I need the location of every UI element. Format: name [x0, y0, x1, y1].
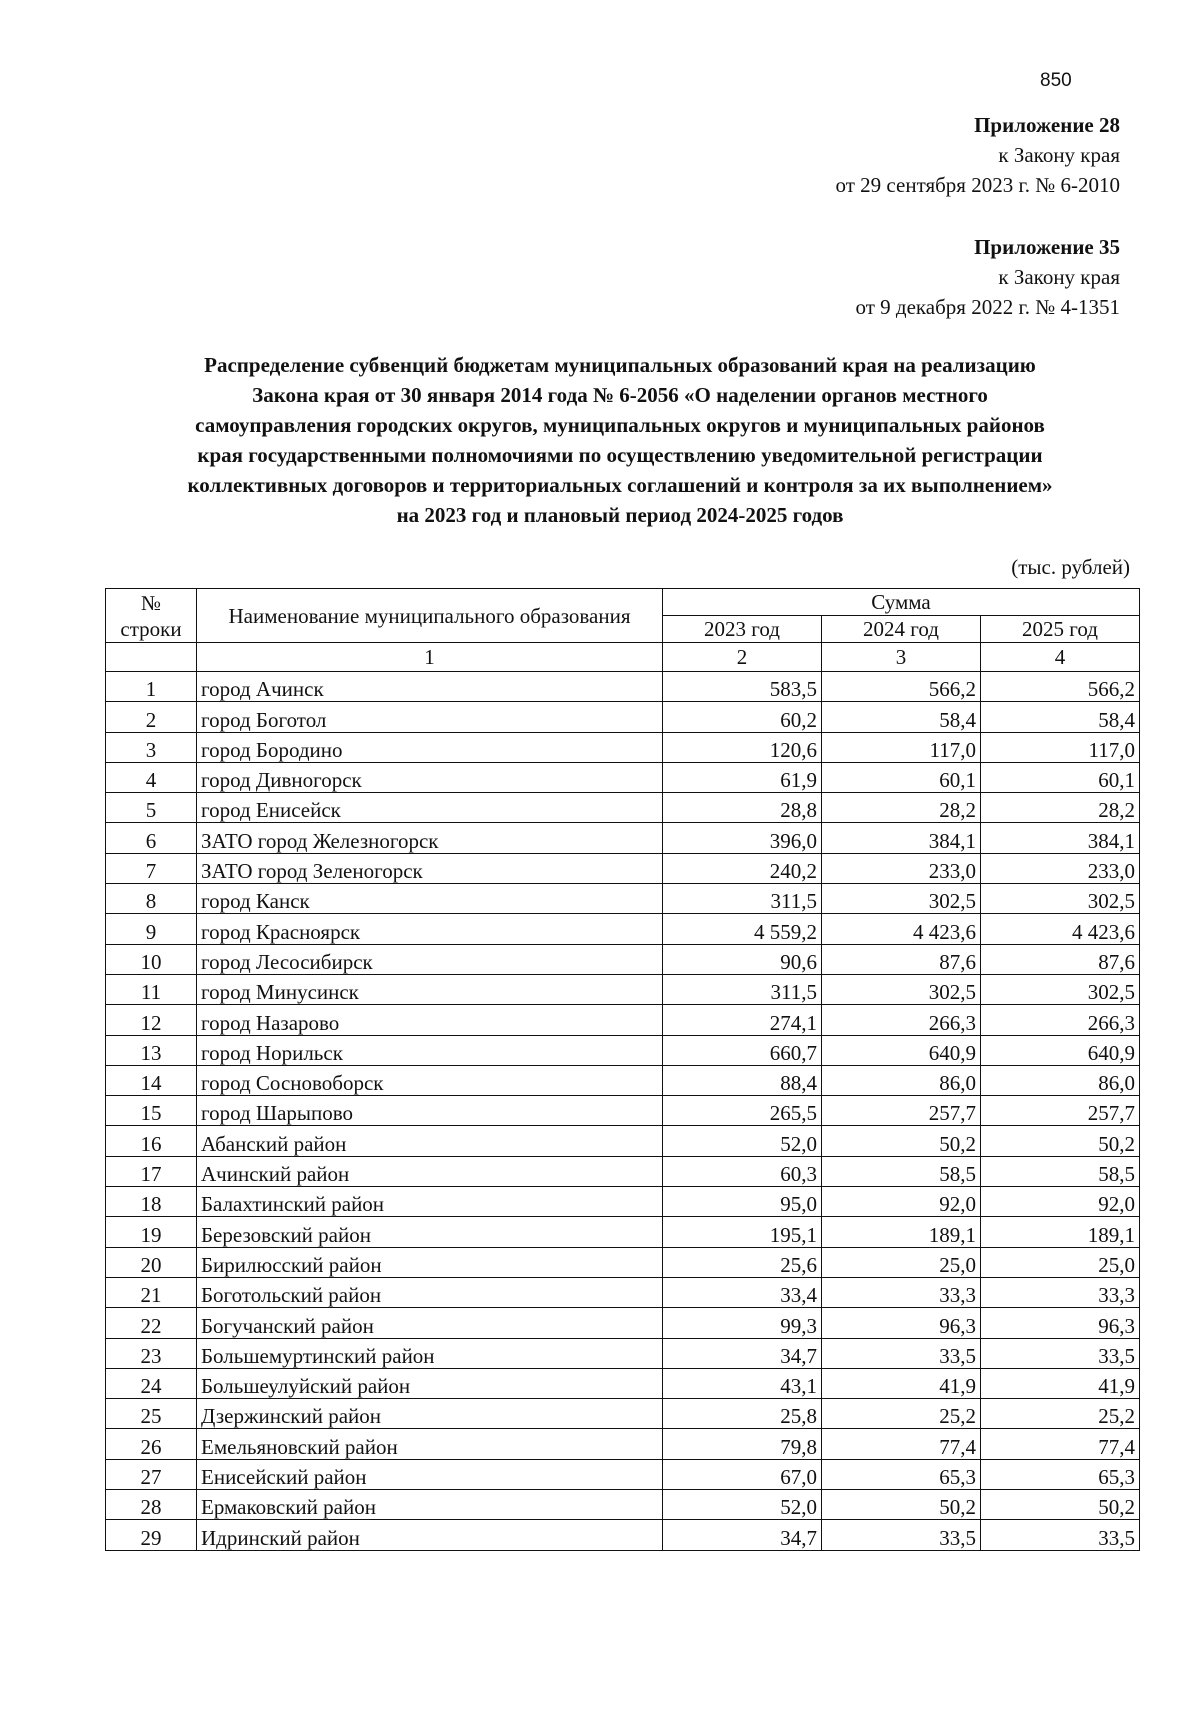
- table-row: [106, 1156, 1140, 1186]
- row-number: 28: [106, 1490, 197, 1520]
- document-title: [100, 350, 1140, 530]
- appendix-date-line: от 9 декабря 2022 г. № 4-1351: [855, 295, 1120, 319]
- amount-2024: 33,3: [822, 1277, 981, 1307]
- row-number: 16: [106, 1126, 197, 1156]
- municipality-name: Богучанский район: [197, 1308, 663, 1338]
- amount-2025: 92,0: [981, 1187, 1140, 1217]
- municipality-name: город Норильск: [197, 1035, 663, 1065]
- amount-2025: 233,0: [981, 853, 1140, 883]
- amount-2023: 274,1: [663, 1005, 822, 1035]
- amount-2024: 25,0: [822, 1247, 981, 1277]
- amount-2024: 302,5: [822, 884, 981, 914]
- units-label: (тыс. рублей): [1011, 555, 1130, 579]
- column-number: 3: [822, 643, 981, 672]
- amount-2025: 77,4: [981, 1429, 1140, 1459]
- amount-2025: 33,3: [981, 1277, 1140, 1307]
- amount-2024: 233,0: [822, 853, 981, 883]
- table-row: [106, 1399, 1140, 1429]
- municipality-name: город Дивногорск: [197, 762, 663, 792]
- amount-2023: 33,4: [663, 1277, 822, 1307]
- table-row: [106, 1005, 1140, 1035]
- table-row: [106, 914, 1140, 944]
- amount-2025: 65,3: [981, 1459, 1140, 1489]
- amount-2025: 117,0: [981, 732, 1140, 762]
- table-row: [106, 884, 1140, 914]
- header-row-number: № строки: [106, 589, 197, 643]
- amount-2025: 58,5: [981, 1156, 1140, 1186]
- amount-2025: 33,5: [981, 1520, 1140, 1550]
- table-row: [106, 1187, 1140, 1217]
- amount-2023: 34,7: [663, 1520, 822, 1550]
- table-row: [106, 702, 1140, 732]
- table-row: [106, 1308, 1140, 1338]
- row-number: 5: [106, 793, 197, 823]
- amount-2024: 189,1: [822, 1217, 981, 1247]
- column-number: 4: [981, 643, 1140, 672]
- amount-2025: 266,3: [981, 1005, 1140, 1035]
- appendix-35-header: [856, 232, 1120, 322]
- row-number: 18: [106, 1187, 197, 1217]
- title-line: на 2023 год и плановый период 2024-2025 годов: [396, 503, 844, 527]
- municipality-name: Емельяновский район: [197, 1429, 663, 1459]
- title-line: края государственными полномочиями по осуществлению уведомительной регистрации: [197, 443, 1043, 467]
- table-row: [106, 1247, 1140, 1277]
- amount-2024: 266,3: [822, 1005, 981, 1035]
- row-number: 8: [106, 884, 197, 914]
- row-number: 9: [106, 914, 197, 944]
- amount-2025: 96,3: [981, 1308, 1140, 1338]
- amount-2025: 640,9: [981, 1035, 1140, 1065]
- amount-2025: 189,1: [981, 1217, 1140, 1247]
- amount-2023: 60,3: [663, 1156, 822, 1186]
- amount-2024: 60,1: [822, 762, 981, 792]
- amount-2025: 25,0: [981, 1247, 1140, 1277]
- appendix-title: Приложение 28: [974, 113, 1120, 137]
- column-number: [106, 643, 197, 672]
- amount-2023: 4 559,2: [663, 914, 822, 944]
- row-number: 25: [106, 1399, 197, 1429]
- amount-2025: 50,2: [981, 1490, 1140, 1520]
- row-number: 22: [106, 1308, 197, 1338]
- amount-2025: 60,1: [981, 762, 1140, 792]
- column-number: 1: [197, 643, 663, 672]
- amount-2024: 33,5: [822, 1520, 981, 1550]
- row-number: 23: [106, 1338, 197, 1368]
- header-year-2024: 2024 год: [822, 616, 981, 643]
- table-row: [106, 1096, 1140, 1126]
- row-number: 26: [106, 1429, 197, 1459]
- municipality-name: город Шарыпово: [197, 1096, 663, 1126]
- row-number: 19: [106, 1217, 197, 1247]
- header-municipality: Наименование муниципального образования: [197, 589, 663, 643]
- amount-2024: 87,6: [822, 944, 981, 974]
- table-row: [106, 1520, 1140, 1550]
- table-row: [106, 823, 1140, 853]
- header-year-2025: 2025 год: [981, 616, 1140, 643]
- row-number: 11: [106, 974, 197, 1004]
- amount-2023: 95,0: [663, 1187, 822, 1217]
- municipality-name: Балахтинский район: [197, 1187, 663, 1217]
- appendix-title: Приложение 35: [974, 235, 1120, 259]
- table-row: [106, 853, 1140, 883]
- table-row: [106, 1429, 1140, 1459]
- amount-2024: 257,7: [822, 1096, 981, 1126]
- amount-2024: 4 423,6: [822, 914, 981, 944]
- amount-2024: 96,3: [822, 1308, 981, 1338]
- municipality-name: город Красноярск: [197, 914, 663, 944]
- amount-2023: 52,0: [663, 1126, 822, 1156]
- amount-2023: 88,4: [663, 1065, 822, 1095]
- table-row: [106, 1126, 1140, 1156]
- row-number: 10: [106, 944, 197, 974]
- appendix-law-line: к Закону края: [998, 143, 1120, 167]
- municipality-name: город Ачинск: [197, 672, 663, 702]
- amount-2023: 25,6: [663, 1247, 822, 1277]
- row-number: 1: [106, 672, 197, 702]
- municipality-name: Дзержинский район: [197, 1399, 663, 1429]
- amount-2023: 52,0: [663, 1490, 822, 1520]
- amount-2025: 25,2: [981, 1399, 1140, 1429]
- appendix-law-line: к Закону края: [998, 265, 1120, 289]
- municipality-name: город Боготол: [197, 702, 663, 732]
- amount-2025: 302,5: [981, 884, 1140, 914]
- table-row: [106, 944, 1140, 974]
- row-number: 13: [106, 1035, 197, 1065]
- amount-2024: 33,5: [822, 1338, 981, 1368]
- municipality-name: Березовский район: [197, 1217, 663, 1247]
- amount-2025: 28,2: [981, 793, 1140, 823]
- title-line: коллективных договоров и территориальных соглашений и контроля за их выполнением»: [187, 473, 1053, 497]
- title-line: Закона края от 30 января 2014 года № 6-2056 «О наделении органов местного: [252, 383, 988, 407]
- table-row: [106, 672, 1140, 702]
- amount-2024: 302,5: [822, 974, 981, 1004]
- amount-2024: 86,0: [822, 1065, 981, 1095]
- header-year-2023: 2023 год: [663, 616, 822, 643]
- table-row: [106, 762, 1140, 792]
- amount-2025: 50,2: [981, 1126, 1140, 1156]
- amount-2024: 65,3: [822, 1459, 981, 1489]
- amount-2023: 311,5: [663, 974, 822, 1004]
- table-row: [106, 1277, 1140, 1307]
- row-number: 2: [106, 702, 197, 732]
- amount-2023: 265,5: [663, 1096, 822, 1126]
- amount-2024: 640,9: [822, 1035, 981, 1065]
- amount-2024: 58,5: [822, 1156, 981, 1186]
- municipality-name: город Назарово: [197, 1005, 663, 1035]
- municipality-name: Бирилюсский район: [197, 1247, 663, 1277]
- amount-2023: 660,7: [663, 1035, 822, 1065]
- amount-2024: 92,0: [822, 1187, 981, 1217]
- amount-2024: 117,0: [822, 732, 981, 762]
- row-number: 24: [106, 1368, 197, 1398]
- row-number: 17: [106, 1156, 197, 1186]
- page-number: 850: [1040, 70, 1072, 91]
- municipality-name: Енисейский район: [197, 1459, 663, 1489]
- municipality-name: Ачинский район: [197, 1156, 663, 1186]
- table-row: [106, 1368, 1140, 1398]
- amount-2025: 566,2: [981, 672, 1140, 702]
- column-number: 2: [663, 643, 822, 672]
- amount-2025: 384,1: [981, 823, 1140, 853]
- row-number: 12: [106, 1005, 197, 1035]
- amount-2023: 396,0: [663, 823, 822, 853]
- amount-2024: 25,2: [822, 1399, 981, 1429]
- amount-2025: 86,0: [981, 1065, 1140, 1095]
- table-row: [106, 793, 1140, 823]
- table-row: [106, 1035, 1140, 1065]
- row-number: 6: [106, 823, 197, 853]
- row-number: 3: [106, 732, 197, 762]
- appendix-28-header: [836, 110, 1120, 200]
- table-row: [106, 732, 1140, 762]
- amount-2024: 58,4: [822, 702, 981, 732]
- row-number: 14: [106, 1065, 197, 1095]
- municipality-name: город Бородино: [197, 732, 663, 762]
- row-number: 7: [106, 853, 197, 883]
- amount-2023: 583,5: [663, 672, 822, 702]
- amount-2023: 195,1: [663, 1217, 822, 1247]
- municipality-name: ЗАТО город Железногорск: [197, 823, 663, 853]
- amount-2024: 384,1: [822, 823, 981, 853]
- municipality-name: город Канск: [197, 884, 663, 914]
- amount-2023: 90,6: [663, 944, 822, 974]
- amount-2025: 58,4: [981, 702, 1140, 732]
- amount-2023: 43,1: [663, 1368, 822, 1398]
- row-number: 29: [106, 1520, 197, 1550]
- table-row: [106, 1217, 1140, 1247]
- title-line: Распределение субвенций бюджетам муниципальных образований края на реализацию: [204, 353, 1036, 377]
- municipality-name: Большемуртинский район: [197, 1338, 663, 1368]
- amount-2023: 25,8: [663, 1399, 822, 1429]
- appendix-date-line: от 29 сентября 2023 г. № 6-2010: [835, 173, 1120, 197]
- table-row: [106, 1338, 1140, 1368]
- municipality-name: город Лесосибирск: [197, 944, 663, 974]
- municipality-name: город Сосновоборск: [197, 1065, 663, 1095]
- municipality-name: Идринский район: [197, 1520, 663, 1550]
- subvention-table: [105, 588, 1140, 1551]
- row-number: 27: [106, 1459, 197, 1489]
- amount-2025: 41,9: [981, 1368, 1140, 1398]
- amount-2023: 311,5: [663, 884, 822, 914]
- table-body: [106, 672, 1140, 1551]
- amount-2024: 41,9: [822, 1368, 981, 1398]
- amount-2023: 67,0: [663, 1459, 822, 1489]
- municipality-name: ЗАТО город Зеленогорск: [197, 853, 663, 883]
- municipality-name: Ермаковский район: [197, 1490, 663, 1520]
- amount-2023: 99,3: [663, 1308, 822, 1338]
- amount-2023: 240,2: [663, 853, 822, 883]
- municipality-name: город Минусинск: [197, 974, 663, 1004]
- amount-2024: 50,2: [822, 1490, 981, 1520]
- amount-2025: 87,6: [981, 944, 1140, 974]
- municipality-name: Абанский район: [197, 1126, 663, 1156]
- row-number: 21: [106, 1277, 197, 1307]
- municipality-name: город Енисейск: [197, 793, 663, 823]
- municipality-name: Большеулуйский район: [197, 1368, 663, 1398]
- amount-2024: 77,4: [822, 1429, 981, 1459]
- header-sum: Сумма: [663, 589, 1140, 616]
- amount-2025: 257,7: [981, 1096, 1140, 1126]
- table-row: [106, 974, 1140, 1004]
- amount-2023: 34,7: [663, 1338, 822, 1368]
- amount-2025: 4 423,6: [981, 914, 1140, 944]
- amount-2024: 50,2: [822, 1126, 981, 1156]
- row-number: 20: [106, 1247, 197, 1277]
- table-row: [106, 1065, 1140, 1095]
- amount-2025: 33,5: [981, 1338, 1140, 1368]
- row-number: 4: [106, 762, 197, 792]
- title-line: самоуправления городских округов, муниципальных округов и муниципальных районов: [195, 413, 1045, 437]
- municipality-name: Боготольский район: [197, 1277, 663, 1307]
- table-row: [106, 1490, 1140, 1520]
- table-row: [106, 1459, 1140, 1489]
- amount-2024: 566,2: [822, 672, 981, 702]
- amount-2023: 60,2: [663, 702, 822, 732]
- amount-2023: 120,6: [663, 732, 822, 762]
- amount-2025: 302,5: [981, 974, 1140, 1004]
- row-number: 15: [106, 1096, 197, 1126]
- amount-2023: 79,8: [663, 1429, 822, 1459]
- amount-2023: 61,9: [663, 762, 822, 792]
- amount-2024: 28,2: [822, 793, 981, 823]
- amount-2023: 28,8: [663, 793, 822, 823]
